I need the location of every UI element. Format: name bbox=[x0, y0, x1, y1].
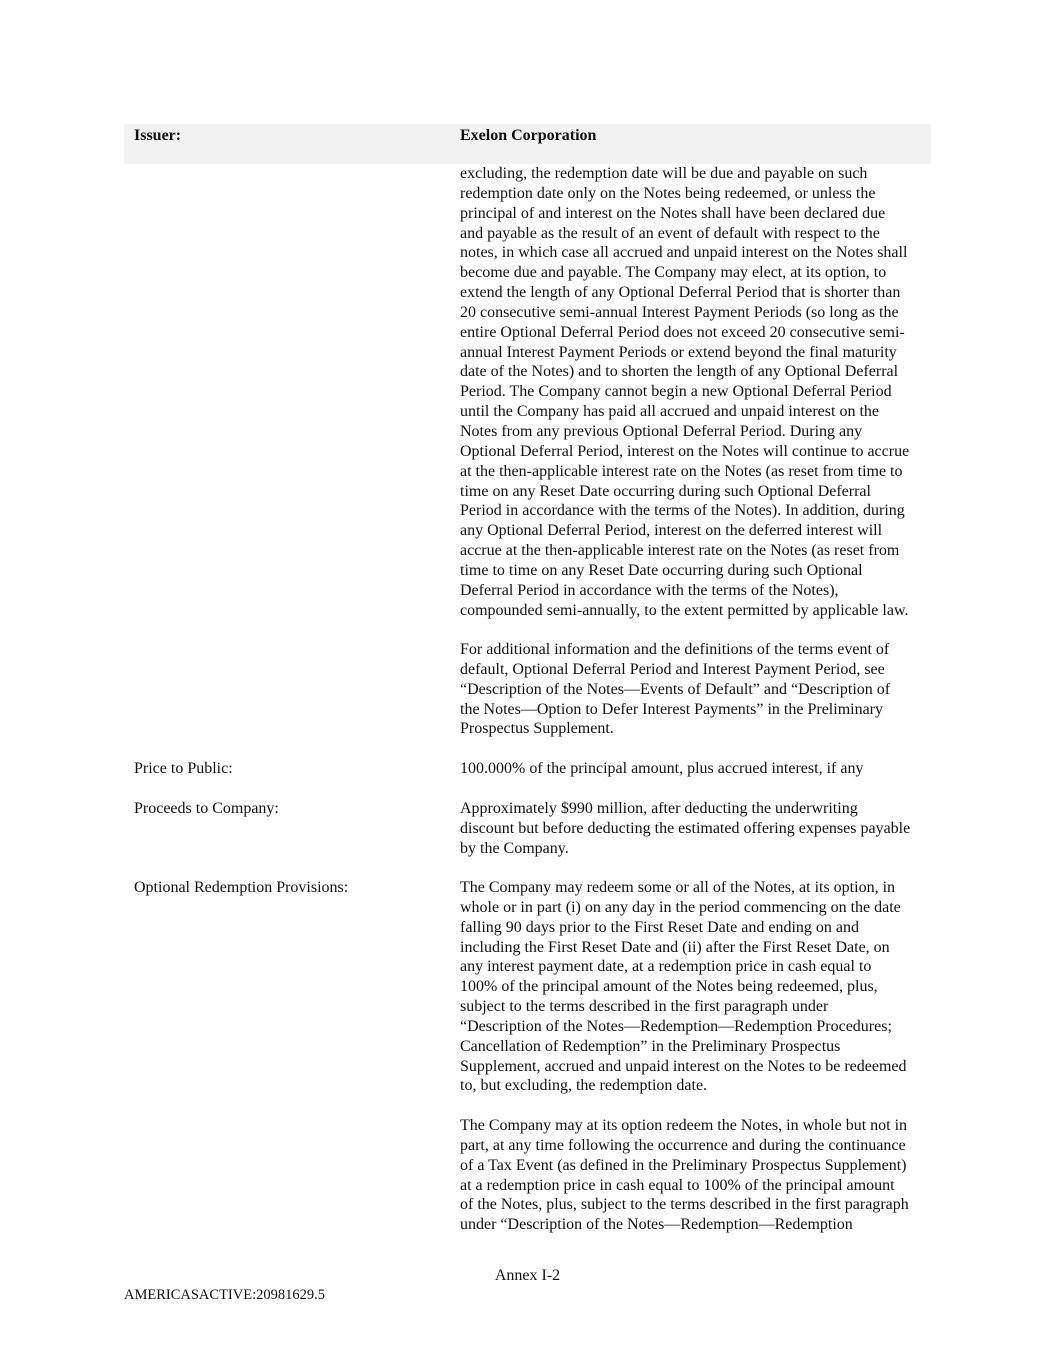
issuer-header-row bbox=[124, 124, 931, 164]
text-line: “Description of the Notes—Redemption—Redemption Procedures; bbox=[460, 1017, 892, 1035]
issuer-label: Issuer: bbox=[134, 127, 182, 144]
text-line: by the Company. bbox=[460, 839, 569, 857]
text-line: notes, in which case all accrued and unpaid interest on the Notes shall bbox=[460, 244, 908, 262]
text-line: Supplement, accrued and unpaid interest on the Notes to be redeemed bbox=[460, 1057, 907, 1075]
text-line: the Notes—Option to Defer Interest Payments” in the Preliminary bbox=[460, 700, 884, 718]
text-line: date of the Notes) and to shorten the length of any Optional Deferral bbox=[460, 363, 899, 381]
text-line: 20 consecutive semi-annual Interest Payment Periods (so long as the bbox=[460, 303, 899, 321]
text-line: time to time on any Reset Date occurring during such Optional bbox=[460, 561, 863, 579]
proceeds-to-company-value bbox=[460, 799, 950, 859]
text-line: The Company may redeem some or all of the Notes, at its option, in bbox=[460, 879, 896, 896]
text-line: Period. The Company cannot begin a new Optional Deferral Period bbox=[460, 383, 892, 401]
text-line: part, at any time following the occurrence and during the continuance bbox=[460, 1136, 906, 1154]
text-line: “Description of the Notes—Events of Default” and “Description of bbox=[460, 680, 891, 698]
text-line: Approximately $990 million, after deducting the underwriting bbox=[460, 800, 858, 817]
text-line: The Company may at its option redeem the Notes, in whole but not in bbox=[460, 1117, 908, 1134]
text-line: of a Tax Event (as defined in the Preliminary Prospectus Supplement) bbox=[460, 1156, 907, 1174]
text-line: compounded semi-annually, to the extent permitted by applicable law. bbox=[460, 601, 909, 619]
text-line: including the First Reset Date and (ii) after the First Reset Date, on bbox=[460, 938, 890, 956]
text-line: time on any Reset Date occurring during such Optional Deferral bbox=[460, 482, 871, 500]
optional-redemption-paragraph-2 bbox=[460, 1116, 950, 1235]
text-line: extend the length of any Optional Deferral Period that is shorter than bbox=[460, 284, 901, 302]
text-line: default, Optional Deferral Period and Interest Payment Period, see bbox=[460, 660, 885, 678]
text-line: falling 90 days prior to the First Reset Date and ending on and bbox=[460, 918, 860, 936]
text-line: of the Notes, plus, subject to the terms described in the first paragraph bbox=[460, 1196, 909, 1214]
text-line: redemption date only on the Notes being redeemed, or unless the bbox=[460, 184, 876, 202]
text-line: at a redemption price in cash equal to 100% of the principal amount bbox=[460, 1176, 895, 1194]
page-number: Annex I-2 bbox=[494, 1267, 561, 1284]
text-line: until the Company has paid all accrued and unpaid interest on the bbox=[460, 403, 879, 421]
text-line: any Optional Deferral Period, interest on the deferred interest will bbox=[460, 522, 883, 540]
deferral-continuation-paragraph-2 bbox=[460, 640, 950, 739]
text-line: become due and payable. The Company may elect, at its option, to bbox=[460, 264, 887, 282]
text-line: Deferral Period in accordance with the terms of the Notes), bbox=[460, 581, 839, 599]
text-line: discount but before deducting the estimated offering expenses payable bbox=[460, 819, 911, 837]
text-line: whole or in part (i) on any day in the period commencing on the date bbox=[460, 898, 901, 916]
text-line: subject to the terms described in the first paragraph under bbox=[460, 998, 829, 1016]
text-line: entire Optional Deferral Period does not exceed 20 consecutive semi- bbox=[460, 323, 905, 341]
text-line: accrue at the then-applicable interest rate on the Notes (as reset from bbox=[460, 542, 900, 560]
price-to-public-label: Price to Public: bbox=[134, 760, 233, 777]
text-line: principal of and interest on the Notes shall have been declared due bbox=[460, 204, 886, 222]
text-line: annual Interest Payment Periods or extend beyond the final maturity bbox=[460, 343, 897, 361]
proceeds-to-company-label: Proceeds to Company: bbox=[134, 800, 279, 817]
text-line: to, but excluding, the redemption date. bbox=[460, 1077, 708, 1095]
text-line: 100% of the principal amount of the Notes being redeemed, plus, bbox=[460, 978, 878, 996]
text-line: Prospectus Supplement. bbox=[460, 720, 614, 738]
text-line: under “Description of the Notes—Redemption—Redemption bbox=[460, 1216, 853, 1234]
issuer-value: Exelon Corporation bbox=[460, 127, 597, 144]
deferral-continuation-paragraph-1 bbox=[460, 164, 950, 620]
text-line: For additional information and the definitions of the terms event of bbox=[460, 641, 890, 658]
price-to-public-value bbox=[460, 759, 950, 779]
optional-redemption-paragraph-1 bbox=[460, 878, 950, 1096]
text-line: Cancellation of Redemption” in the Preliminary Prospectus bbox=[460, 1037, 841, 1055]
text-line: 100.000% of the principal amount, plus accrued interest, if any bbox=[460, 760, 864, 777]
text-line: at the then-applicable interest rate on the Notes (as reset from time to bbox=[460, 462, 903, 480]
text-line: Optional Deferral Period, interest on the Notes will continue to accrue bbox=[460, 442, 910, 460]
text-line: excluding, the redemption date will be due and payable on such bbox=[460, 165, 868, 182]
optional-redemption-label: Optional Redemption Provisions: bbox=[134, 879, 349, 896]
text-line: Notes from any previous Optional Deferral Period. During any bbox=[460, 422, 863, 440]
text-line: and payable as the result of an event of default with respect to the bbox=[460, 224, 880, 242]
document-id: AMERICASACTIVE:20981629.5 bbox=[124, 1287, 325, 1303]
text-line: Period in accordance with the terms of the Notes). In addition, during bbox=[460, 502, 905, 520]
text-line: any interest payment date, at a redemption price in cash equal to bbox=[460, 958, 872, 976]
